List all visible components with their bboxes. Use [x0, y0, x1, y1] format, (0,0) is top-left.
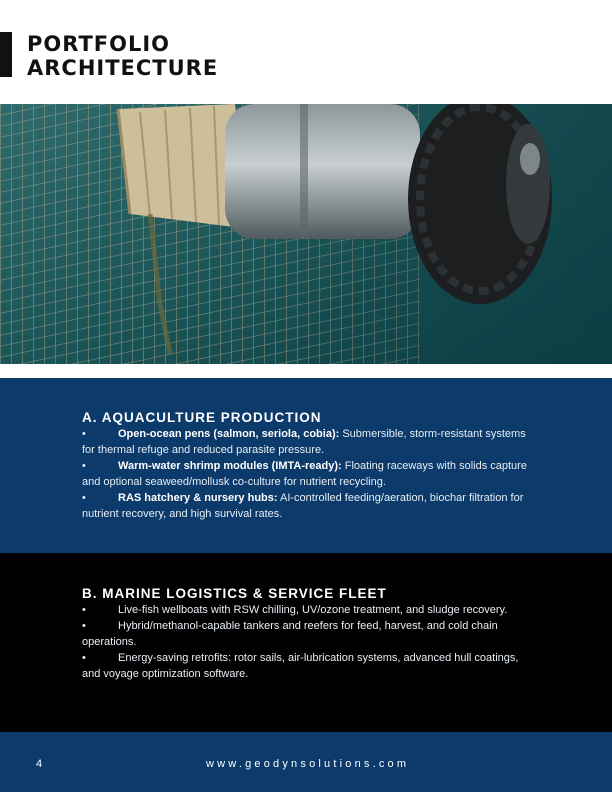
page-title	[27, 32, 218, 80]
bullet-label: RAS hatchery & nursery hubs:	[118, 492, 278, 504]
section-a-heading: A. AQUACULTURE PRODUCTION	[82, 410, 322, 425]
bullet-dot: •	[82, 652, 86, 664]
bullet-text: Live-fish wellboats with RSW chilling, UV/ozone treatment, and sludge recovery.	[118, 604, 508, 616]
bullet-dot: •	[82, 460, 86, 472]
section-aquaculture	[0, 378, 612, 553]
page-title-line-2: ARCHITECTURE	[27, 56, 219, 80]
hero-illustration	[0, 104, 612, 364]
bullet-text: Floating raceways with solids capture and optional seaweed/mollusk co-culture for nutrient recycling.	[82, 460, 527, 488]
title-accent-bar	[0, 32, 12, 77]
bullet-item	[82, 490, 530, 522]
bullet-dot: •	[82, 620, 86, 632]
robot-body-shape	[225, 104, 420, 239]
bullet-text: Submersible, storm-resistant systems for thermal refuge and reduced parasite pressure.	[82, 428, 526, 456]
website-url[interactable]: www.geodynsolutions.com	[206, 758, 410, 770]
bullet-dot: •	[82, 492, 86, 504]
bullet-label: Warm-water shrimp modules (IMTA-ready):	[118, 460, 342, 472]
page-title-line-1: PORTFOLIO	[27, 32, 171, 56]
bullet-label: Open-ocean pens (salmon, seriola, cobia):	[118, 428, 340, 440]
page-number: 4	[36, 758, 43, 770]
bullet-item	[82, 602, 530, 618]
section-a-bullets	[82, 426, 530, 522]
hero-image	[0, 104, 612, 364]
section-marine-logistics	[0, 553, 612, 732]
bullet-text: Hybrid/methanol-capable tankers and reefers for feed, harvest, and cold chain operations.	[82, 620, 498, 648]
bullet-text: AI-controlled feeding/aeration, biochar filtration for nutrient recovery, and high survival rates.	[82, 492, 524, 520]
bullet-dot: •	[82, 428, 86, 440]
section-b-heading: B. MARINE LOGISTICS & SERVICE FLEET	[82, 586, 387, 601]
bullet-text: Energy-saving retrofits: rotor sails, air-lubrication systems, advanced hull coatings, and voyage optimization software.	[82, 652, 519, 680]
bullet-item	[82, 458, 530, 490]
bullet-item	[82, 426, 530, 458]
section-b-bullets	[82, 602, 530, 682]
page-footer	[0, 732, 612, 792]
bullet-item	[82, 618, 530, 650]
bullet-item	[82, 650, 530, 682]
bullet-dot: •	[82, 604, 86, 616]
